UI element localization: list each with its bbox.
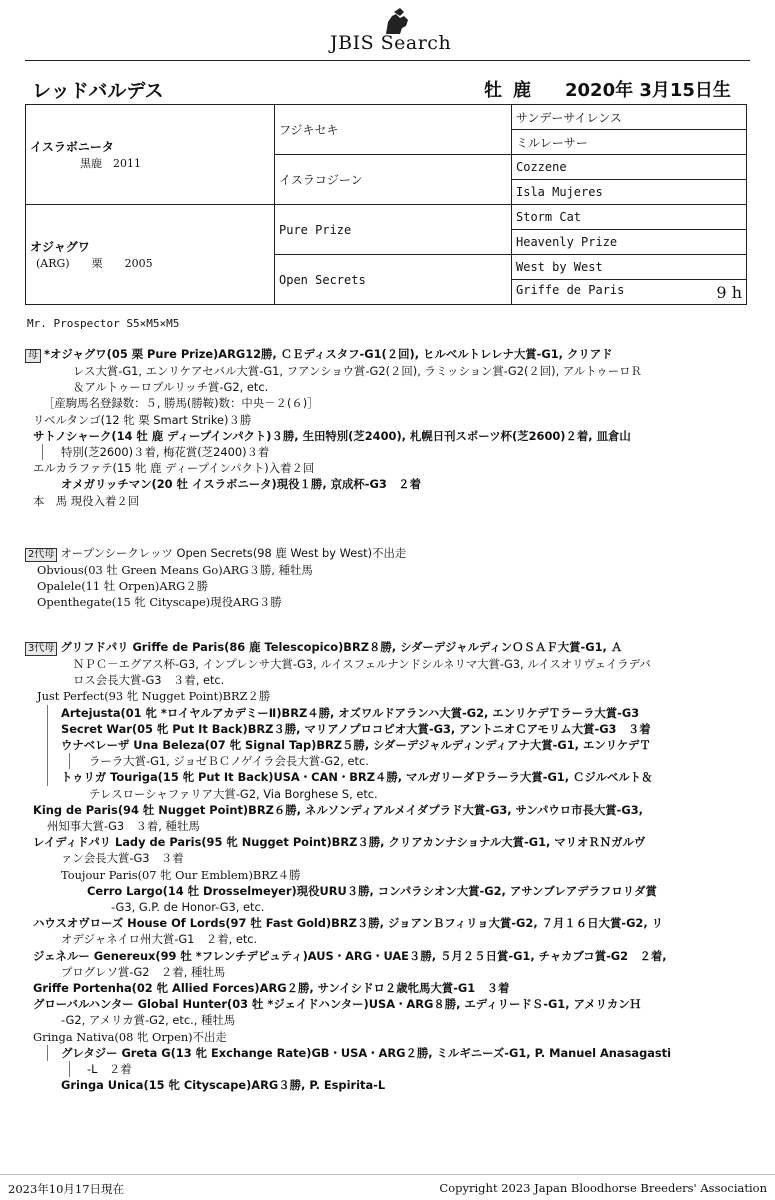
gen3-foal-3a-1-cont: -G3, G.P. de Honor-G3, etc. [111,900,265,915]
dam-self-horse: 本 馬 現役入着２回 [33,493,140,508]
footer-rule [0,1174,775,1175]
gen3-foal-8a-cont: -L ２着 [25,1061,750,1077]
pedigree-gen3-4[interactable]: Isla Mujeres [512,180,747,205]
gen3-foal-1: Just Perfect(93 牝 Nugget Point)BRZ２勝 [37,689,271,704]
gen3-foal-6: Griffe Portenha(02 牝 Allied Forces)ARG２勝, サンイシドロ２歳牝馬大賞-G1 ３着 [33,981,510,996]
inbreeding-line: Mr. Prospector S5×M5×M5 [27,317,180,330]
third-dam-section [25,639,750,1093]
pedigree-dam[interactable] [26,205,275,305]
gen3-foal-5-cont: プログレソ賞-G2 ２着, 種牡馬 [61,964,226,979]
gen3-foal-4-cont: オデジャネイロ州大賞-G1 ２着, etc. [61,932,258,947]
pedigree-sire-sire[interactable]: フジキセキ [275,105,512,155]
gen3-foal-2: King de Paris(94 牡 Nugget Point)BRZ６勝, ネルソンディアルメイダプラド大賞-G3, サンパウロ市長大賞-G3, [33,802,644,817]
dam-foal-3: エルカラファテ(15 牝 鹿 ディープインパクト)入着２回 [33,461,315,476]
dam-line-3: ＆アルトゥーロブルリッチ賞-G2, etc. [73,380,269,395]
gen2-foal-1: Obvious(03 牡 Green Means Go)ARG３勝, 種牡馬 [37,563,313,577]
pedigree-gen3-1[interactable]: サンデーサイレンス [512,105,747,130]
gen3-foal-1c: ウナベレーザ Una Beleza(07 牝 Signal Tap)BRZ５勝, シダーデジャルディンディアナ大賞-G1, エンリケデＴ [25,737,750,753]
gen3-foal-5: ジェネルー Genereux(99 牡 *フレンチデピュティ)AUS・ARG・UAE３勝, ５月２５日賞-G1, チャカブコ賞-G2 ２着, [33,948,667,963]
pedigree-sire[interactable] [26,105,275,205]
dam-line-text: *オジャグワ(05 栗 Pure Prize)ARG12勝, ＣＥディスタフ-G1(２回), ヒルベルトレレナ大賞-G1, クリアド [44,347,613,361]
sire-name: イスラボニータ [30,140,114,154]
gen3-tag: 3代母 [25,642,57,656]
dam-offspring-count: ［産駒馬名登録数：５, 勝馬(勝鞍)数：中央－２(６)］ [43,396,319,411]
dam-line-1 [25,346,750,363]
dam-foal-4: オメガリッチマン(20 牡 イスラボニータ)現役１勝, 京成杯-G3 ２着 [61,477,421,492]
gen3-foal-4: ハウスオヴローズ House Of Lords(97 牡 Fast Gold)BRZ３勝, ジョアンＢフィリョ大賞-G2, ７月１６日大賞-G2, リ [33,916,664,931]
dam-line-2: レス大賞-G1, エンリケアセバル大賞-G1, フアンショウ賞-G2(２回), ラミッション賞-G2(２回), アルトゥーロＲ [73,364,642,378]
dam-foal-1: リベルタンゴ(12 牝 栗 Smart Strike)３勝 [33,412,252,427]
gen3-foal-2-cont: 州知事大賞-G3 ３着, 種牡馬 [47,819,200,834]
second-dam-section [25,545,750,611]
horse-sex: 牡 [484,80,502,101]
gen3-line-3: ロス会長大賞-G3 ３着, etc. [73,673,225,688]
horse-name: レッドバルデス [32,80,164,102]
gen3-8-name: Griffe de Paris [516,282,625,297]
header-rule-top [25,60,750,61]
sire-info: 黒鹿 2011 [80,157,141,170]
gen3-foal-3a: Toujour Paris(07 牝 Our Emblem)BRZ４勝 [61,867,301,882]
pedigree-table [25,104,747,305]
gen3-foal-1b: Secret War(05 牝 Put It Back)BRZ３勝, マリアノプロコピオ大賞-G3, アントニオＣアモリム大賞-G3 ３着 [25,721,750,737]
pedigree-sire-dam[interactable]: イスラコジーン [275,155,512,205]
horse-color: 鹿 [513,80,531,101]
pedigree-dam-dam[interactable]: Open Secrets [275,255,512,305]
gen3-foal-1a: Artejusta(01 牝 *ロイヤルアカデミーⅡ)BRZ４勝, オズワルドアランハ大賞-G2, エンリケデＴラーラ大賞-G3 [25,705,750,721]
pedigree-gen3-6[interactable]: Heavenly Prize [512,230,747,255]
gen2-foal-3: Openthegate(15 牝 Cityscape)現役ARG３勝 [37,595,282,610]
dam-section [25,346,750,509]
pedigree-gen3-7[interactable]: West by West [512,255,747,280]
dam-name: オジャグワ [30,240,90,254]
gen3-line-text: グリフドパリ Griffe de Paris(86 鹿 Telescopico)BRZ８勝, シダーデジャルディンＯＳＡＦ大賞-G1, Ａ [60,640,623,654]
gen2-tag: 2代母 [25,548,57,562]
dam-tag: 母 [25,349,41,363]
gen3-foal-8b: Gringa Unica(15 牝 Cityscape)ARG３勝, P. Espirita-L [61,1078,386,1093]
gen3-foal-8: Gringa Nativa(08 牝 Orpen)不出走 [33,1029,227,1044]
logo-text: JBIS Search [330,32,452,54]
footer-copyright: Copyright 2023 Japan Bloodhorse Breeders' Association [439,1181,767,1195]
gen3-foal-1d: トゥリガ Touriga(15 牝 Put It Back)USA・CAN・BRZ４勝, マルガリーダＰラーラ大賞-G1, Ｃジルベルト＆ [25,769,750,785]
pedigree-gen3-5[interactable]: Storm Cat [512,205,747,230]
gen3-line-2: ＮＰＣ－エグアス杯-G3, インプレンサ大賞-G3, ルイスフェルナンドシルネリマ大賞-G3, ルイスオリヴェイラデバ [73,657,651,671]
pedigree-dam-sire[interactable]: Pure Prize [275,205,512,255]
dam-info: (ARG) 栗 2005 [36,257,153,270]
gen3-foal-1d-cont: テレスローシャファリア大賞-G2, Via Borghese S, etc. [89,786,378,801]
dam-foal-2-cont: 特別(芝2600)３着, 梅花賞(芝2400)３着 [25,444,750,460]
gen2-line-1 [25,545,750,562]
gen3-line-1 [25,639,750,656]
footer-date: 2023年10月17日現在 [8,1182,125,1196]
gen3-foal-3-cont: ァン会長大賞-G3 ３着 [61,851,184,866]
gen3-foal-3a-1: Cerro Largo(14 牡 Drosselmeyer)現役URU３勝, コンパラシオン大賞-G2, アサンブレアデラフロリダ賞 [87,883,657,898]
gen3-foal-1c-cont: ラーラ大賞-G1, ジョゼＢＣノゲイラ会長大賞-G2, etc. [25,753,750,769]
gen3-foal-3: レイディドパリ Lady de Paris(95 牝 Nugget Point)BRZ３勝, クリアカンナショナル大賞-G1, マリオＲＮガルヴ [33,835,646,850]
pedigree-gen3-2[interactable]: ミルレーサー [512,130,747,155]
horse-birth-date: 2020年 3月15日生 [565,80,731,101]
gen3-foal-7: グローバルハンター Global Hunter(03 牡 *ジェイドハンター)USA・ARG８勝, エディリードＳ-G1, アメリカンＨ [33,997,642,1012]
pedigree-gen3-8[interactable] [512,280,747,305]
jbis-logo [330,8,460,56]
gen3-foal-7-cont: -G2, アメリカ賞-G2, etc., 種牡馬 [61,1013,236,1028]
gen2-line-text: オープンシークレッツ Open Secrets(98 鹿 West by West)不出走 [60,546,407,560]
gen3-foal-8a: グレタジー Greta G(13 牝 Exchange Rate)GB・USA・ARG２勝, ミルギニーズ-G1, P. Manuel Anasagasti [25,1045,750,1061]
gen2-foal-2: Opalele(11 牡 Orpen)ARG２勝 [37,579,209,594]
pedigree-gen3-3[interactable]: Cozzene [512,155,747,180]
dam-foal-2: サトノシャーク(14 牡 鹿 ディープインパクト)３勝, 生田特別(芝2400), 札幌日刊スポーツ杯(芝2600)２着, 皿倉山 [33,428,631,443]
cross-count: 9 h [716,282,742,302]
